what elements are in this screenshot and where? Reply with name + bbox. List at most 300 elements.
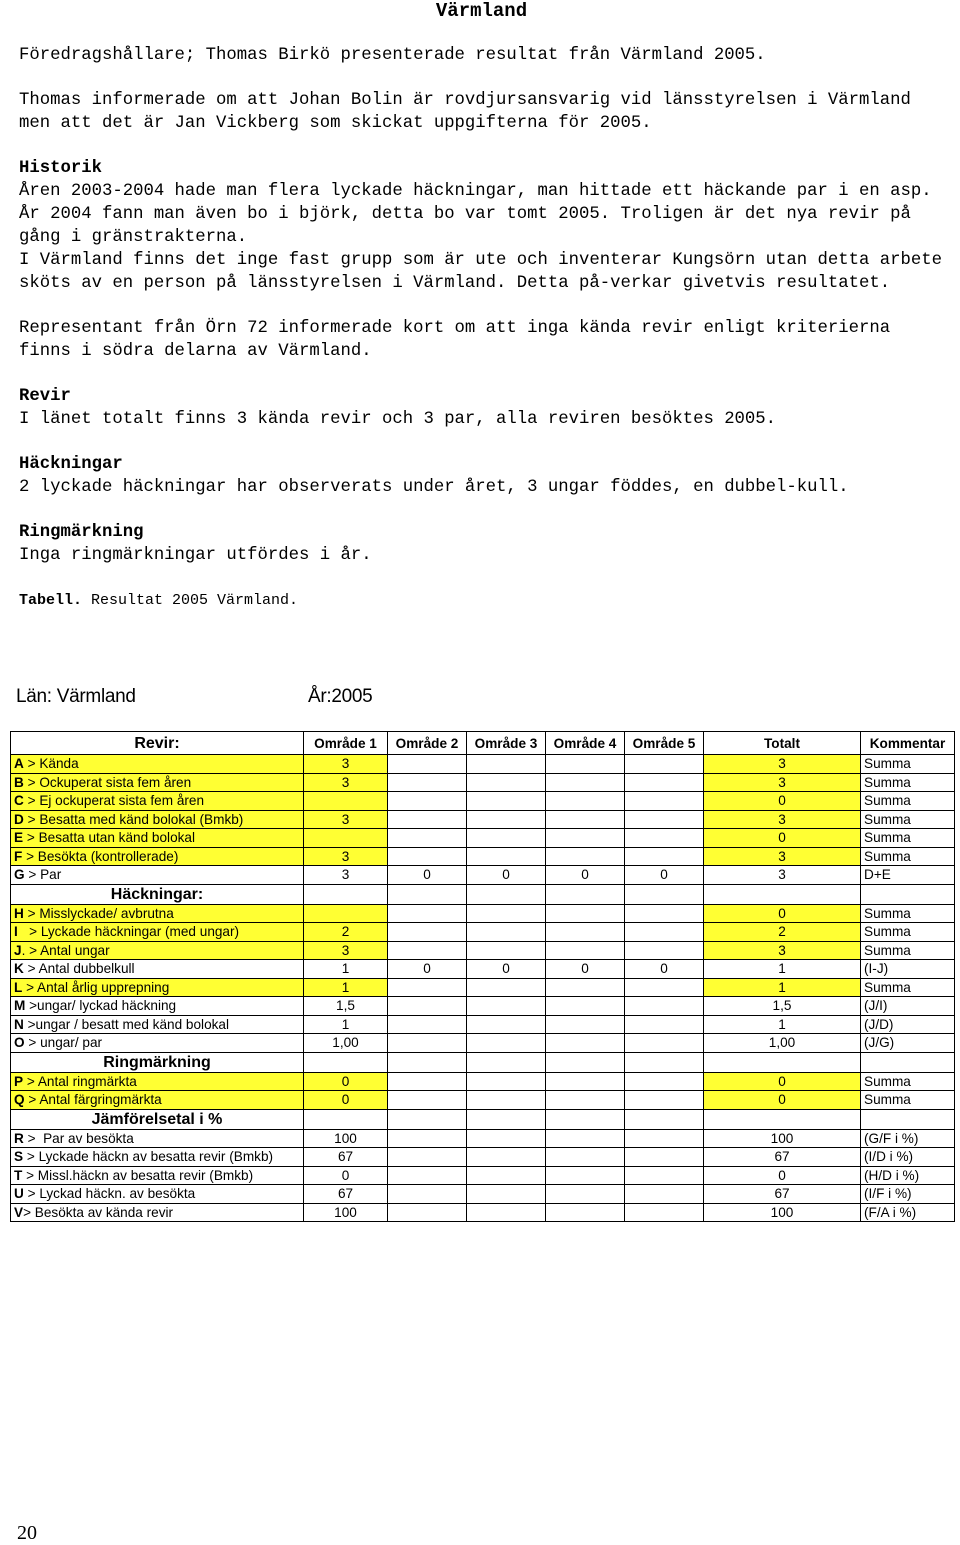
empty-cell — [625, 1109, 704, 1129]
area-cell — [546, 1034, 625, 1053]
empty-cell — [546, 884, 625, 904]
area-cell — [546, 1203, 625, 1222]
row-text: > ungar/ par — [24, 1035, 103, 1051]
area-cell — [625, 1015, 704, 1034]
row-label — [11, 923, 304, 942]
total-cell: 3 — [704, 810, 861, 829]
comment-cell: (I/D i %) — [861, 1148, 955, 1167]
row-label — [11, 1015, 304, 1034]
column-header: Område 5 — [625, 732, 704, 755]
table-row — [11, 847, 955, 866]
area-cell: 0 — [304, 1166, 388, 1185]
table-row — [11, 810, 955, 829]
row-letter: R — [14, 1130, 24, 1146]
area-cell: 1 — [304, 960, 388, 979]
row-letter: J — [14, 942, 22, 958]
total-cell: 1 — [704, 978, 861, 997]
row-letter: V — [14, 1204, 24, 1220]
row-text: > Besökta av kända revir — [23, 1204, 174, 1220]
area-cell — [546, 923, 625, 942]
area-cell — [388, 1129, 467, 1148]
row-text: > Besökta (kontrollerade) — [22, 848, 179, 864]
heading-historik: Historik — [19, 159, 102, 178]
row-label — [11, 866, 304, 885]
area-cell — [546, 1015, 625, 1034]
table-row — [11, 792, 955, 811]
comment-cell: Summa — [861, 755, 955, 774]
row-letter: S — [14, 1149, 24, 1165]
area-cell — [467, 773, 546, 792]
area-cell: 67 — [304, 1148, 388, 1167]
empty-cell — [704, 884, 861, 904]
empty-cell — [625, 1052, 704, 1072]
area-cell — [467, 810, 546, 829]
row-text: > Besatta utan känd bolokal — [23, 830, 196, 846]
comment-cell: Summa — [861, 941, 955, 960]
row-text: > Lyckade häckn av besatta revir (Bmkb) — [23, 1149, 274, 1165]
area-cell — [388, 829, 467, 848]
area-cell — [467, 941, 546, 960]
table-row — [11, 904, 955, 923]
total-cell: 0 — [704, 1091, 861, 1110]
row-letter: N — [14, 1016, 24, 1032]
area-cell — [625, 1091, 704, 1110]
total-cell: 3 — [704, 941, 861, 960]
area-cell — [304, 904, 388, 923]
row-label — [11, 1166, 304, 1185]
section-row — [11, 1052, 955, 1072]
page-title: Värmland — [435, 0, 528, 22]
area-cell — [388, 847, 467, 866]
total-cell: 100 — [704, 1203, 861, 1222]
column-header: Kommentar — [861, 732, 955, 755]
total-cell: 1,5 — [704, 997, 861, 1016]
row-text: > Besatta med känd bolokal (Bmkb) — [23, 811, 244, 827]
table-row — [11, 1091, 955, 1110]
area-cell — [625, 1185, 704, 1204]
table-row — [11, 1072, 955, 1091]
row-letter: F — [14, 848, 23, 864]
area-cell: 100 — [304, 1129, 388, 1148]
row-text: > Misslyckade/ avbrutna — [23, 905, 174, 921]
area-cell — [546, 773, 625, 792]
table-row — [11, 941, 955, 960]
area-cell — [388, 978, 467, 997]
area-cell — [625, 1072, 704, 1091]
row-letter: M — [14, 998, 26, 1014]
area-cell — [546, 1072, 625, 1091]
total-cell: 3 — [704, 866, 861, 885]
total-cell: 1,00 — [704, 1034, 861, 1053]
area-cell: 0 — [546, 866, 625, 885]
area-cell — [467, 978, 546, 997]
area-cell: 0 — [546, 960, 625, 979]
row-text: > Antal årlig upprepning — [22, 979, 170, 995]
area-cell — [546, 1091, 625, 1110]
table-row — [11, 1185, 955, 1204]
area-cell — [388, 997, 467, 1016]
row-letter: D — [14, 811, 24, 827]
area-cell: 0 — [467, 866, 546, 885]
area-cell — [625, 1166, 704, 1185]
column-header: Totalt — [704, 732, 861, 755]
area-cell — [467, 923, 546, 942]
area-cell — [388, 1203, 467, 1222]
row-text: > Ockuperat sista fem åren — [23, 774, 192, 790]
area-cell — [546, 1185, 625, 1204]
empty-cell — [467, 1109, 546, 1129]
total-cell: 100 — [704, 1129, 861, 1148]
area-cell — [388, 1034, 467, 1053]
empty-cell — [704, 1109, 861, 1129]
comment-cell: Summa — [861, 792, 955, 811]
section-label: Jämförelsetal i % — [11, 1109, 304, 1129]
area-cell: 100 — [304, 1203, 388, 1222]
table-row — [11, 1015, 955, 1034]
column-header: Område 3 — [467, 732, 546, 755]
total-cell: 67 — [704, 1185, 861, 1204]
table-row — [11, 755, 955, 774]
area-cell — [546, 1129, 625, 1148]
column-header: Område 1 — [304, 732, 388, 755]
empty-cell — [861, 1109, 955, 1129]
area-cell: 0 — [388, 960, 467, 979]
total-cell: 3 — [704, 847, 861, 866]
comment-cell: Summa — [861, 1072, 955, 1091]
area-cell: 0 — [304, 1072, 388, 1091]
area-cell: 1,5 — [304, 997, 388, 1016]
area-cell: 3 — [304, 847, 388, 866]
area-cell: 3 — [304, 773, 388, 792]
comment-cell: (J/I) — [861, 997, 955, 1016]
area-cell — [304, 792, 388, 811]
area-cell: 3 — [304, 810, 388, 829]
section-row — [11, 884, 955, 904]
comment-cell: Summa — [861, 904, 955, 923]
comment-cell: Summa — [861, 829, 955, 848]
area-cell — [388, 1185, 467, 1204]
area-cell: 0 — [625, 960, 704, 979]
row-text: > Missl.häckn av besatta revir (Bmkb) — [22, 1167, 254, 1183]
row-text: > Antal dubbelkull — [23, 961, 135, 977]
row-label — [11, 1129, 304, 1148]
area-cell: 2 — [304, 923, 388, 942]
total-cell: 1 — [704, 1015, 861, 1034]
paragraph-info: Thomas informerade om att Johan Bolin är rovdjursansvarig vid länsstyrelsen i Värmland men att det är Jan Vickberg som skickat uppgifterna för 2005. — [19, 91, 911, 133]
caption-text: Resultat 2005 Värmland. — [82, 592, 299, 609]
empty-cell — [388, 884, 467, 904]
row-label — [11, 773, 304, 792]
area-cell: 1,00 — [304, 1034, 388, 1053]
area-cell — [625, 1148, 704, 1167]
total-cell: 1 — [704, 960, 861, 979]
row-label — [11, 978, 304, 997]
table-row — [11, 960, 955, 979]
empty-cell — [388, 1052, 467, 1072]
row-label — [11, 1148, 304, 1167]
empty-cell — [704, 1052, 861, 1072]
row-letter: E — [14, 830, 24, 846]
row-label — [11, 1203, 304, 1222]
table-row — [11, 1203, 955, 1222]
table-row — [11, 978, 955, 997]
empty-cell — [467, 1052, 546, 1072]
row-label — [11, 904, 304, 923]
table-row — [11, 829, 955, 848]
area-cell — [546, 792, 625, 811]
area-cell — [546, 810, 625, 829]
row-label — [11, 960, 304, 979]
area-cell — [625, 1129, 704, 1148]
row-label — [11, 1185, 304, 1204]
area-cell — [625, 904, 704, 923]
row-letter: G — [14, 867, 25, 883]
revir-text: I länet totalt finns 3 kända revir och 3 par, alla reviren besöktes 2005. — [19, 410, 777, 429]
heading-revir: Revir — [19, 387, 71, 406]
empty-cell — [861, 884, 955, 904]
total-cell: 0 — [704, 1166, 861, 1185]
area-cell — [546, 997, 625, 1016]
area-cell — [546, 1148, 625, 1167]
caption-label: Tabell. — [19, 592, 83, 609]
row-label — [11, 997, 304, 1016]
page-number: 20 — [17, 1522, 37, 1544]
area-cell: 0 — [304, 1091, 388, 1110]
area-cell — [467, 755, 546, 774]
area-cell — [388, 941, 467, 960]
area-cell — [625, 773, 704, 792]
area-cell — [625, 941, 704, 960]
area-cell — [467, 847, 546, 866]
row-text: > Par av besökta — [23, 1130, 134, 1146]
empty-cell — [388, 1109, 467, 1129]
sheet-county: Län: Värmland — [16, 686, 136, 707]
empty-cell — [467, 884, 546, 904]
total-cell: 0 — [704, 829, 861, 848]
row-label — [11, 1034, 304, 1053]
area-cell: 1 — [304, 978, 388, 997]
column-header: Område 2 — [388, 732, 467, 755]
area-cell — [388, 773, 467, 792]
area-cell — [467, 1072, 546, 1091]
area-cell — [625, 810, 704, 829]
area-cell — [388, 1015, 467, 1034]
area-cell: 67 — [304, 1185, 388, 1204]
area-cell — [388, 1148, 467, 1167]
empty-cell — [304, 1052, 388, 1072]
area-cell — [546, 904, 625, 923]
area-cell — [546, 941, 625, 960]
total-cell: 0 — [704, 1072, 861, 1091]
empty-cell — [861, 1052, 955, 1072]
area-cell — [546, 978, 625, 997]
empty-cell — [546, 1109, 625, 1129]
table-row — [11, 773, 955, 792]
row-letter: T — [14, 1167, 23, 1183]
table-row — [11, 866, 955, 885]
row-letter: O — [14, 1035, 25, 1051]
comment-cell: Summa — [861, 847, 955, 866]
empty-cell — [625, 884, 704, 904]
comment-cell: (G/F i %) — [861, 1129, 955, 1148]
area-cell — [625, 755, 704, 774]
table-header-row — [11, 732, 955, 755]
area-cell — [467, 1091, 546, 1110]
row-letter: I — [14, 924, 18, 940]
comment-cell: Summa — [861, 923, 955, 942]
area-cell — [467, 1166, 546, 1185]
row-letter: H — [14, 905, 24, 921]
table-caption — [19, 589, 944, 612]
area-cell — [388, 1166, 467, 1185]
table-row — [11, 997, 955, 1016]
total-cell: 3 — [704, 755, 861, 774]
section-row — [11, 1109, 955, 1129]
total-cell: 67 — [704, 1148, 861, 1167]
area-cell: 3 — [304, 866, 388, 885]
row-label — [11, 810, 304, 829]
row-text: > Antal färgringmärkta — [24, 1092, 162, 1108]
row-letter: P — [14, 1073, 24, 1089]
comment-cell: D+E — [861, 866, 955, 885]
area-cell — [388, 904, 467, 923]
area-cell — [467, 829, 546, 848]
area-cell — [546, 755, 625, 774]
column-header: Revir: — [11, 732, 304, 755]
table-row — [11, 1034, 955, 1053]
results-table — [10, 731, 955, 1222]
area-cell — [467, 904, 546, 923]
area-cell: 3 — [304, 941, 388, 960]
table-row — [11, 1148, 955, 1167]
area-cell — [467, 1148, 546, 1167]
total-cell: 3 — [704, 773, 861, 792]
area-cell: 0 — [625, 866, 704, 885]
area-cell — [467, 792, 546, 811]
area-cell — [467, 1015, 546, 1034]
section-label: Ringmärkning — [11, 1052, 304, 1072]
area-cell — [625, 1034, 704, 1053]
paragraph-orn72: Representant från Örn 72 informerade kort om att inga kända revir enligt kriterierna finns i södra delarna av Värmland. — [19, 319, 891, 361]
area-cell — [625, 792, 704, 811]
column-header: Område 4 — [546, 732, 625, 755]
hackningar-text: 2 lyckade häckningar har observerats under året, 3 ungar föddes, en dubbel-kull. — [19, 478, 849, 497]
row-letter: C — [14, 793, 24, 809]
results-spreadsheet — [10, 676, 955, 1222]
empty-cell — [304, 884, 388, 904]
sheet-year: År:2005 — [308, 686, 373, 707]
row-letter: A — [14, 756, 24, 772]
total-cell: 0 — [704, 792, 861, 811]
row-label — [11, 755, 304, 774]
area-cell — [625, 923, 704, 942]
row-text: > Par — [24, 867, 62, 883]
total-cell: 0 — [704, 904, 861, 923]
comment-cell: Summa — [861, 773, 955, 792]
comment-cell: (H/D i %) — [861, 1166, 955, 1185]
area-cell — [467, 1185, 546, 1204]
row-text: . > Antal ungar — [21, 942, 110, 958]
area-cell: 0 — [388, 866, 467, 885]
comment-cell: (J/D) — [861, 1015, 955, 1034]
area-cell — [388, 755, 467, 774]
area-cell: 1 — [304, 1015, 388, 1034]
comment-cell: (I-J) — [861, 960, 955, 979]
section-label: Häckningar: — [11, 884, 304, 904]
ringmarkning-text: Inga ringmärkningar utfördes i år. — [19, 546, 372, 565]
row-label — [11, 792, 304, 811]
empty-cell — [546, 1052, 625, 1072]
comment-cell: (I/F i %) — [861, 1185, 955, 1204]
comment-cell: Summa — [861, 1091, 955, 1110]
paragraph-presenter: Föredragshållare; Thomas Birkö presenterade resultat från Värmland 2005. — [19, 46, 766, 65]
row-label — [11, 941, 304, 960]
comment-cell: (F/A i %) — [861, 1203, 955, 1222]
area-cell — [467, 1203, 546, 1222]
area-cell — [625, 997, 704, 1016]
area-cell — [467, 1129, 546, 1148]
area-cell — [388, 1072, 467, 1091]
area-cell — [467, 1034, 546, 1053]
heading-ringmarkning: Ringmärkning — [19, 523, 144, 542]
row-letter: Q — [14, 1092, 25, 1108]
row-letter: B — [14, 774, 24, 790]
empty-cell — [304, 1109, 388, 1129]
historik-text-2: I Värmland finns det inge fast grupp som är ute och inventerar Kungsörn utan detta arbete sköts av en person på länsstyrelsen i Värmland. Detta på-verkar givetvis resultatet. — [19, 251, 942, 293]
area-cell: 3 — [304, 755, 388, 774]
row-letter: K — [14, 961, 24, 977]
row-label — [11, 1091, 304, 1110]
heading-hackningar: Häckningar — [19, 455, 123, 474]
row-letter: U — [14, 1186, 24, 1202]
area-cell — [625, 1203, 704, 1222]
area-cell — [625, 978, 704, 997]
row-label — [11, 829, 304, 848]
row-text: > Ej ockuperat sista fem åren — [23, 793, 205, 809]
row-text: >ungar / besatt med känd bolokal — [23, 1016, 230, 1032]
row-text: > Lyckad häckn. av besökta — [23, 1186, 196, 1202]
total-cell: 2 — [704, 923, 861, 942]
area-cell — [625, 829, 704, 848]
area-cell — [546, 1166, 625, 1185]
comment-cell: (J/G) — [861, 1034, 955, 1053]
document-body — [19, 0, 944, 612]
area-cell — [388, 810, 467, 829]
comment-cell: Summa — [861, 978, 955, 997]
table-row — [11, 1166, 955, 1185]
historik-text-1: Åren 2003-2004 hade man flera lyckade häckningar, man hittade ett häckande par i en asp. År 2004 fann man även bo i björk, detta bo var tomt 2005. Troligen är det nya revir på gång i gränstrakterna. — [19, 182, 932, 247]
row-letter: L — [14, 979, 23, 995]
comment-cell: Summa — [861, 810, 955, 829]
row-text: >ungar/ lyckad häckning — [25, 998, 177, 1014]
area-cell — [388, 923, 467, 942]
row-text: > Lyckade häckningar (med ungar) — [17, 924, 240, 940]
area-cell — [467, 997, 546, 1016]
row-text: > Kända — [23, 756, 79, 772]
row-label — [11, 847, 304, 866]
row-text: > Antal ringmärkta — [23, 1073, 137, 1089]
row-label — [11, 1072, 304, 1091]
area-cell — [388, 792, 467, 811]
table-row — [11, 923, 955, 942]
area-cell — [546, 847, 625, 866]
area-cell — [388, 1091, 467, 1110]
area-cell: 0 — [467, 960, 546, 979]
area-cell — [625, 847, 704, 866]
area-cell — [304, 829, 388, 848]
area-cell — [546, 829, 625, 848]
table-row — [11, 1129, 955, 1148]
